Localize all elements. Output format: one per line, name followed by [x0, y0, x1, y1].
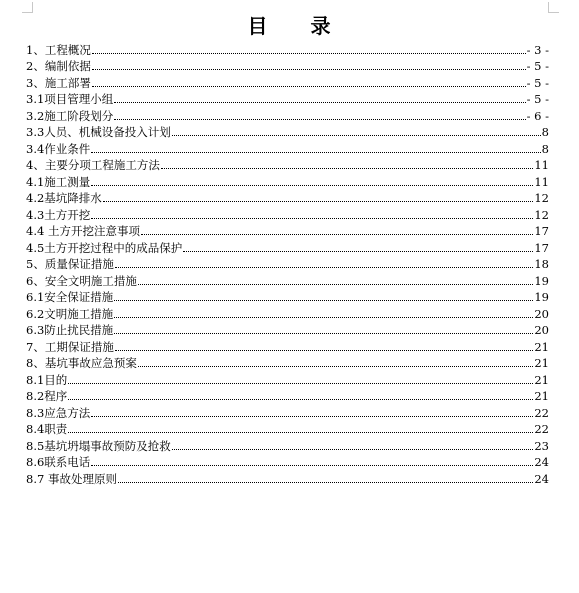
- toc-entry[interactable]: [26, 370, 549, 387]
- toc-entry-title: 7、工期保证措施: [26, 339, 114, 354]
- toc-entry[interactable]: [26, 469, 549, 486]
- toc-entry-page-number: 21: [534, 356, 549, 370]
- toc-entry-page-number: 18: [534, 257, 549, 271]
- toc-entry[interactable]: [26, 222, 549, 239]
- toc-entry[interactable]: [26, 436, 549, 453]
- toc-dot-leader: [91, 152, 540, 153]
- toc-entry-page-number: 19: [534, 290, 549, 304]
- toc-dot-leader: [114, 317, 533, 318]
- toc-entry[interactable]: [26, 420, 549, 437]
- toc-entry-title: 3、施工部署: [26, 75, 91, 90]
- table-of-contents: [26, 40, 549, 486]
- toc-entry[interactable]: [26, 90, 549, 107]
- toc-entry[interactable]: [26, 57, 549, 74]
- toc-entry-title: 4、主要分项工程施工方法: [26, 158, 160, 172]
- toc-entry-page-number: 17: [534, 240, 549, 255]
- toc-entry-title: 5、质量保证措施: [26, 257, 114, 271]
- toc-dot-leader: [161, 168, 534, 169]
- page-title: 目 录: [247, 14, 332, 38]
- toc-entry-page-number: 19: [534, 273, 549, 288]
- toc-entry-page-number: 20: [534, 323, 549, 337]
- toc-dot-leader: [138, 366, 534, 367]
- toc-dot-leader: [114, 333, 533, 334]
- toc-entry-page-number: 24: [534, 455, 549, 469]
- toc-dot-leader: [118, 482, 533, 483]
- toc-entry-title: 8、基坑事故应急预案: [26, 356, 137, 370]
- toc-entry[interactable]: [26, 156, 549, 173]
- toc-entry-title: 4.4 土方开挖注意事项: [26, 224, 140, 238]
- toc-entry-page-number: 11: [534, 158, 549, 172]
- toc-entry-title: 8.3应急方法: [26, 405, 91, 420]
- toc-entry-page-number: - 5 -: [526, 92, 549, 106]
- toc-entry[interactable]: [26, 288, 549, 305]
- toc-entry-title: 8.5基坑坍塌事故预防及抢救: [26, 438, 171, 453]
- toc-entry[interactable]: [26, 387, 549, 404]
- toc-entry-title: 4.1施工测量: [26, 174, 91, 189]
- toc-entry-title: 4.3土方开挖: [26, 207, 91, 222]
- toc-entry[interactable]: [26, 139, 549, 156]
- toc-entry-page-number: 21: [534, 339, 549, 354]
- toc-entry-page-number: - 3 -: [526, 42, 549, 57]
- toc-entry-page-number: - 5 -: [526, 59, 549, 73]
- toc-entry[interactable]: [26, 189, 549, 206]
- toc-dot-leader: [114, 300, 533, 301]
- toc-entry[interactable]: [26, 106, 549, 123]
- toc-dot-leader: [68, 383, 533, 384]
- toc-entry-page-number: 20: [534, 306, 549, 321]
- toc-dot-leader: [172, 449, 534, 450]
- toc-entry-page-number: 12: [534, 207, 549, 222]
- toc-entry-title: 8.2程序: [26, 389, 68, 403]
- toc-entry-title: 6、安全文明施工措施: [26, 273, 137, 288]
- toc-entry-title: 6.2文明施工措施: [26, 306, 114, 321]
- toc-entry[interactable]: [26, 205, 549, 222]
- toc-entry-title: 8.4职责: [26, 422, 68, 436]
- toc-entry-page-number: 21: [534, 389, 549, 403]
- toc-entry[interactable]: [26, 40, 549, 57]
- toc-dot-leader: [138, 284, 534, 285]
- toc-entry-page-number: 21: [534, 372, 549, 387]
- toc-entry[interactable]: [26, 172, 549, 189]
- toc-entry[interactable]: [26, 453, 549, 470]
- toc-dot-leader: [114, 102, 525, 103]
- toc-dot-leader: [103, 201, 534, 202]
- toc-dot-leader: [92, 69, 526, 70]
- toc-entry[interactable]: [26, 73, 549, 90]
- toc-entry-page-number: - 6 -: [526, 108, 549, 123]
- toc-dot-leader: [172, 135, 541, 136]
- toc-dot-leader: [91, 465, 533, 466]
- toc-entry[interactable]: [26, 123, 549, 140]
- toc-entry[interactable]: [26, 321, 549, 338]
- toc-dot-leader: [92, 53, 526, 54]
- toc-dot-leader: [68, 432, 533, 433]
- toc-dot-leader: [183, 251, 533, 252]
- toc-dot-leader: [91, 416, 533, 417]
- toc-entry-page-number: 23: [534, 438, 549, 453]
- toc-dot-leader: [91, 218, 533, 219]
- toc-entry-title: 3.2施工阶段划分: [26, 108, 114, 123]
- toc-entry-title: 8.7 事故处理原则: [26, 471, 117, 486]
- toc-entry-page-number: 12: [534, 191, 549, 205]
- toc-entry-title: 1、工程概况: [26, 42, 91, 57]
- toc-entry-title: 3.3人员、机械设备投入计划: [26, 125, 171, 139]
- toc-entry-title: 3.4作业条件: [26, 141, 91, 156]
- toc-entry-page-number: 22: [534, 422, 549, 436]
- toc-entry-title: 6.1安全保证措施: [26, 290, 114, 304]
- toc-entry[interactable]: [26, 271, 549, 288]
- toc-dot-leader: [68, 399, 533, 400]
- toc-entry-page-number: 22: [534, 405, 549, 420]
- toc-entry[interactable]: [26, 354, 549, 371]
- toc-entry-title: 2、编制依据: [26, 59, 91, 73]
- toc-entry[interactable]: [26, 403, 549, 420]
- toc-entry[interactable]: [26, 304, 549, 321]
- toc-entry[interactable]: [26, 238, 549, 255]
- toc-entry-title: 4.2基坑降排水: [26, 191, 102, 205]
- toc-entry[interactable]: [26, 255, 549, 272]
- toc-entry-page-number: - 5 -: [526, 75, 549, 90]
- toc-dot-leader: [114, 119, 525, 120]
- toc-dot-leader: [141, 234, 533, 235]
- toc-entry-title: 6.3防止扰民措施: [26, 323, 114, 337]
- toc-dot-leader: [115, 350, 534, 351]
- toc-entry-page-number: 11: [534, 174, 549, 189]
- toc-entry-page-number: 24: [534, 471, 549, 486]
- toc-entry-title: 8.6联系电话: [26, 455, 91, 469]
- toc-dot-leader: [92, 86, 526, 87]
- toc-entry-page-number: 8: [541, 125, 549, 139]
- toc-dot-leader: [91, 185, 533, 186]
- toc-entry-page-number: 8: [541, 141, 549, 156]
- toc-dot-leader: [115, 267, 534, 268]
- toc-entry-title: 8.1目的: [26, 372, 68, 387]
- toc-entry-title: 3.1项目管理小组: [26, 92, 114, 106]
- toc-entry-page-number: 17: [534, 224, 549, 238]
- toc-entry[interactable]: [26, 337, 549, 354]
- toc-entry-title: 4.5土方开挖过程中的成品保护: [26, 240, 183, 255]
